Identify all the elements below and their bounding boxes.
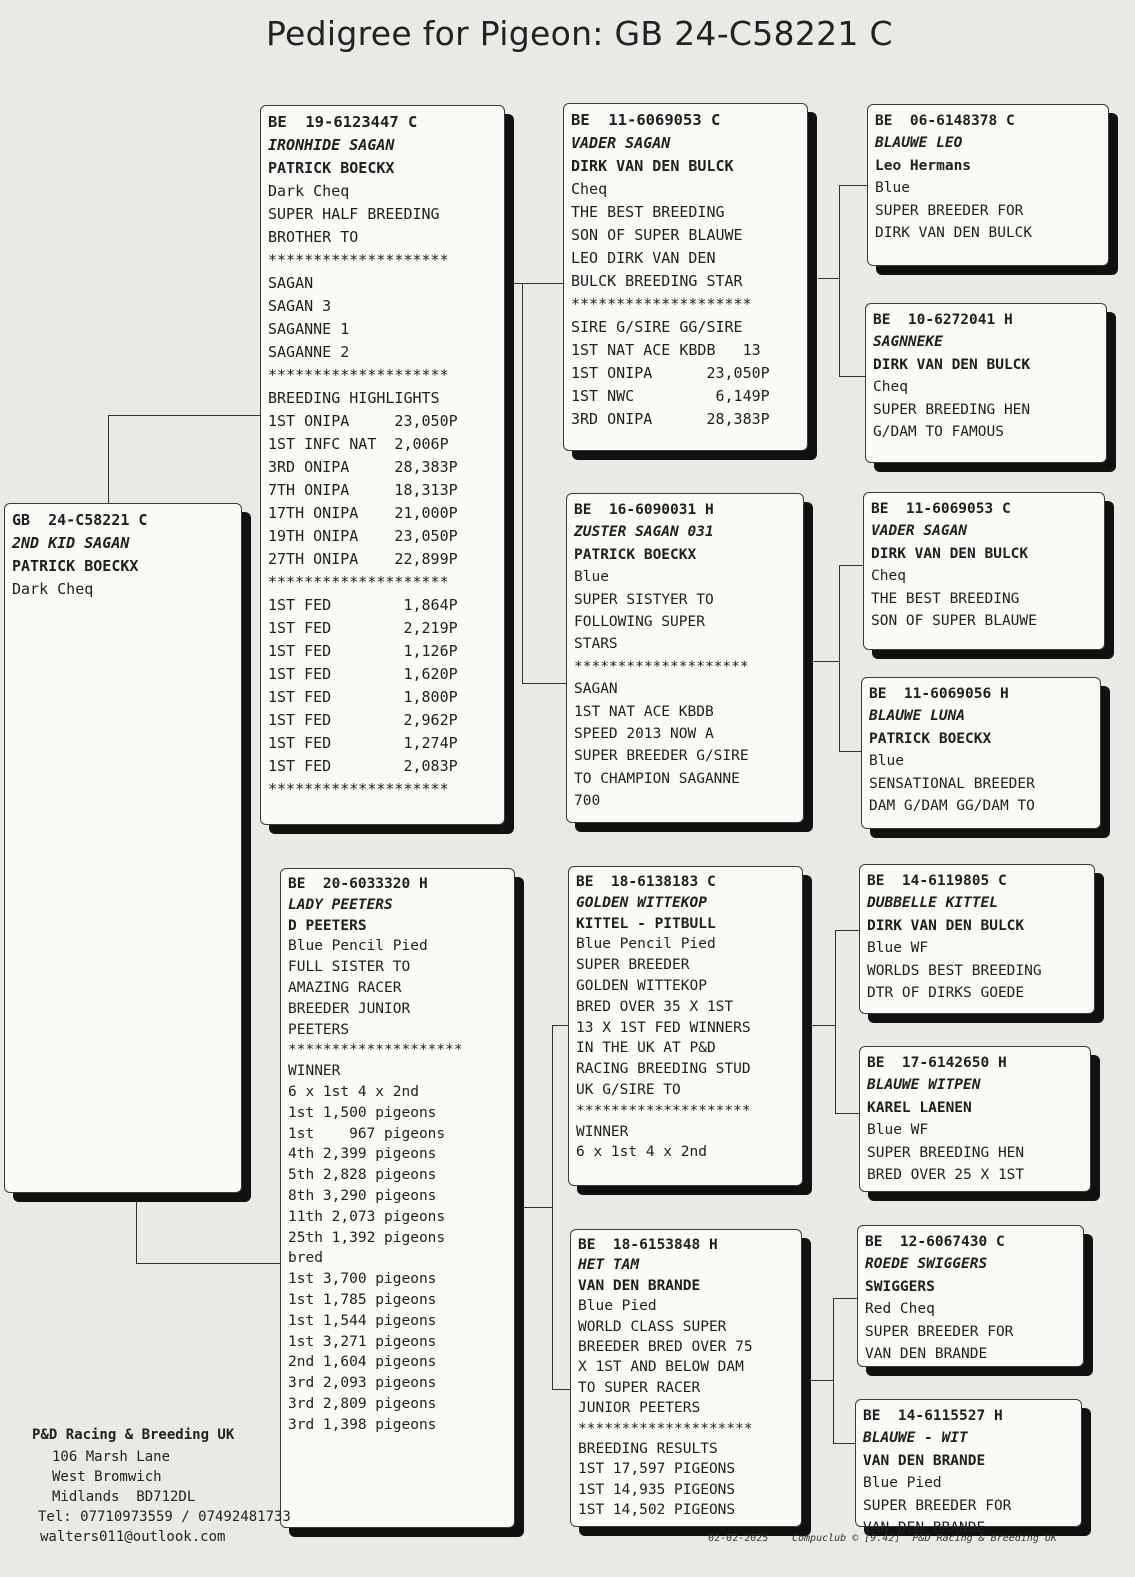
note-line: 27TH ONIPA 22,899P	[268, 550, 458, 568]
colour: Blue	[574, 569, 609, 586]
note-line: 1ST 14,935 PIGEONS	[578, 1481, 736, 1498]
note-line: 1ST FED 1,126P	[268, 642, 458, 660]
pigeon-name: HET TAM	[578, 1257, 640, 1274]
software-credit: Compuclub © [9.42] P&D Racing & Breeding UK	[792, 1533, 1057, 1544]
sire-dam-dam-card	[861, 677, 1101, 829]
note-line: SAGAN	[268, 274, 314, 292]
colour: Dark Cheq	[12, 580, 94, 598]
colour: Cheq	[571, 180, 608, 198]
note-line: ********************	[288, 1042, 463, 1059]
note-line: 3rd 2,093 pigeons	[288, 1375, 437, 1392]
breeder-name: PATRICK BOECKX	[12, 557, 139, 575]
note-line: 1st 3,271 pigeons	[288, 1333, 437, 1350]
connector-line	[839, 185, 868, 377]
note-line: BREEDER BRED OVER 75	[578, 1339, 753, 1356]
pigeon-name: 2ND KID SAGAN	[12, 534, 130, 552]
dam-dam-sire-card	[857, 1225, 1084, 1367]
note-line: 1st 967 pigeons	[288, 1125, 446, 1142]
note-line: VAN DEN BRANDE	[863, 1520, 986, 1537]
note-line: DTR OF DIRKS GOEDE	[867, 985, 1025, 1002]
note-line: WINNER	[576, 1123, 629, 1140]
note-line: SAGAN	[574, 681, 618, 698]
note-line: SAGANNE 2	[268, 343, 350, 361]
ring-number: BE 14-6119805 C	[867, 873, 1007, 889]
note-line: SUPER BREEDER	[576, 957, 690, 974]
breeder-name: VAN DEN BRANDE	[863, 1452, 986, 1469]
breeder-name: DIRK VAN DEN BULCK	[571, 157, 734, 175]
ring-number: BE 11-6069056 H	[869, 686, 1009, 702]
ring-number: GB 24-C58221 C	[12, 511, 148, 529]
telephone: Tel: 07710973559 / 07492481733	[38, 1509, 291, 1525]
ring-number: BE 18-6138183 C	[576, 874, 716, 890]
note-line: SUPER BREEDER FOR	[875, 202, 1024, 219]
note-line: SENSATIONAL BREEDER	[869, 775, 1035, 792]
sire-sire-sire-card	[867, 104, 1109, 266]
ring-number: BE 14-6115527 H	[863, 1408, 1003, 1424]
note-line: 1ST 17,597 PIGEONS	[578, 1461, 736, 1478]
sire-sire-card	[563, 103, 808, 451]
note-line: 25th 1,392 pigeons	[288, 1229, 446, 1246]
colour: Blue Pied	[578, 1298, 657, 1315]
note-line: ********************	[576, 1102, 751, 1119]
colour: Blue WF	[867, 1122, 929, 1139]
connector-line	[812, 661, 839, 662]
note-line: 3RD ONIPA 28,383P	[268, 458, 458, 476]
note-line: FOLLOWING SUPER	[574, 614, 705, 631]
note-line: 1st 1,544 pigeons	[288, 1312, 437, 1329]
ring-number: BE 16-6090031 H	[574, 502, 714, 518]
note-line: DIRK VAN DEN BULCK	[875, 225, 1033, 242]
connector-line	[522, 1207, 552, 1208]
note-line: 1ST NAT ACE KBDB 13	[571, 341, 761, 359]
note-line: BRED OVER 35 X 1ST	[576, 998, 734, 1015]
connector-line	[522, 683, 568, 684]
note-line: UK G/SIRE TO	[576, 1081, 681, 1098]
breeder-name: KAREL LAENEN	[867, 1099, 972, 1116]
email: walters011@outlook.com	[40, 1529, 226, 1545]
sire-card	[260, 105, 505, 825]
ring-number: BE 11-6069053 C	[571, 111, 721, 129]
note-line: 700	[574, 793, 601, 810]
note-line: BREEDER JUNIOR	[288, 1000, 411, 1017]
ring-number: BE 17-6142650 H	[867, 1055, 1007, 1071]
colour: Blue Pencil Pied	[288, 938, 428, 955]
ring-number: BE 06-6148378 C	[875, 113, 1015, 129]
pigeon-name: VADER SAGAN	[571, 134, 671, 152]
ring-number: BE 18-6153848 H	[578, 1237, 718, 1253]
pigeon-name: IRONHIDE SAGAN	[268, 136, 395, 154]
note-line: AMAZING RACER	[288, 979, 402, 996]
address-line: 106 Marsh Lane	[52, 1449, 171, 1465]
note-line: ********************	[574, 658, 749, 675]
colour: Dark Cheq	[268, 182, 350, 200]
pigeon-name: VADER SAGAN	[871, 523, 968, 540]
note-line: SUPER BREEDER G/SIRE	[574, 748, 749, 765]
pigeon-name: ROEDE SWIGGERS	[865, 1256, 988, 1273]
note-line: 3rd 2,809 pigeons	[288, 1395, 437, 1412]
colour: Blue	[875, 180, 910, 197]
ring-number: BE 12-6067430 C	[865, 1234, 1005, 1250]
connector-line	[522, 283, 565, 683]
connector-line	[512, 283, 564, 284]
dam-sire-card	[568, 866, 803, 1186]
note-line: SIRE G/SIRE GG/SIRE	[571, 318, 743, 336]
note-line: 1st 1,785 pigeons	[288, 1291, 437, 1308]
connector-line	[818, 278, 839, 279]
dam-dam-dam-card	[855, 1399, 1082, 1537]
note-line: WORLDS BEST BREEDING	[867, 962, 1042, 979]
note-line: BREEDING RESULTS	[578, 1441, 718, 1458]
note-line: bred	[288, 1250, 323, 1267]
breeder-name: DIRK VAN DEN BULCK	[867, 917, 1025, 934]
connector-line	[136, 1200, 281, 1264]
address-line: West Bromwich	[52, 1469, 162, 1485]
note-line: 1ST 14,502 PIGEONS	[578, 1502, 736, 1519]
breeder-name: PATRICK BOECKX	[869, 730, 992, 747]
note-line: SUPER BREEDER FOR	[865, 1323, 1014, 1340]
note-line: 1ST FED 2,962P	[268, 711, 458, 729]
breeder-name: Leo Hermans	[875, 157, 972, 174]
dam-card	[280, 868, 515, 1528]
note-line: 4th 2,399 pigeons	[288, 1146, 437, 1163]
note-line: SUPER HALF BREEDING	[268, 205, 440, 223]
note-line: ********************	[268, 366, 449, 384]
note-line: 7TH ONIPA 18,313P	[268, 481, 458, 499]
connector-line	[835, 930, 860, 1114]
note-line: ********************	[571, 295, 752, 313]
note-line: BRED OVER 25 X 1ST	[867, 1167, 1025, 1184]
colour: Blue Pencil Pied	[576, 936, 716, 953]
dam-sire-sire-card	[859, 864, 1095, 1014]
note-line: 1ST NWC 6,149P	[571, 387, 770, 405]
note-line: BREEDING HIGHLIGHTS	[268, 389, 440, 407]
company-name: P&D Racing & Breeding UK	[32, 1427, 235, 1443]
breeder-name: DIRK VAN DEN BULCK	[871, 545, 1029, 562]
note-line: 1ST INFC NAT 2,006P	[268, 435, 449, 453]
ring-number: BE 11-6069053 C	[871, 501, 1011, 517]
ring-number: BE 20-6033320 H	[288, 876, 428, 892]
note-line: 1st 1,500 pigeons	[288, 1104, 437, 1121]
note-line: BULCK BREEDING STAR	[571, 272, 743, 290]
note-line: 3rd 1,398 pigeons	[288, 1416, 437, 1433]
dam-sire-dam-card	[859, 1046, 1091, 1192]
page-title: Pedigree for Pigeon: GB 24-C58221 C	[266, 14, 893, 53]
ring-number: BE 19-6123447 C	[268, 113, 418, 131]
note-line: 6 x 1st 4 x 2nd	[576, 1144, 707, 1161]
note-line: 2nd 1,604 pigeons	[288, 1354, 437, 1371]
note-line: LEO DIRK VAN DEN	[571, 249, 716, 267]
note-line: VAN DEN BRANDE	[865, 1346, 988, 1363]
note-line: WORLD CLASS SUPER	[578, 1318, 727, 1335]
breeder-name: SWIGGERS	[865, 1278, 935, 1295]
note-line: FULL SISTER TO	[288, 959, 411, 976]
connector-line	[108, 415, 261, 504]
note-line: 17TH ONIPA 21,000P	[268, 504, 458, 522]
note-line: SAGANNE 1	[268, 320, 350, 338]
note-line: G/DAM TO FAMOUS	[873, 424, 1004, 441]
note-line: 1ST FED 2,083P	[268, 757, 458, 775]
pigeon-name: GOLDEN WITTEKOP	[576, 894, 707, 911]
note-line: ********************	[268, 573, 449, 591]
colour: Blue WF	[867, 940, 929, 957]
note-line: 13 X 1ST FED WINNERS	[576, 1019, 751, 1036]
pigeon-name: BLAUWE LEO	[875, 135, 963, 152]
colour: Red Cheq	[865, 1301, 935, 1318]
colour: Cheq	[873, 379, 908, 396]
note-line: THE BEST BREEDING	[571, 203, 725, 221]
note-line: 5th 2,828 pigeons	[288, 1167, 437, 1184]
note-line: SUPER BREEDING HEN	[867, 1144, 1025, 1161]
print-date: 02-02-2025	[708, 1533, 769, 1544]
breeder-name: VAN DEN BRANDE	[578, 1277, 701, 1294]
note-line: 1ST ONIPA 23,050P	[571, 364, 770, 382]
note-line: WINNER	[288, 1063, 341, 1080]
note-line: 1st 3,700 pigeons	[288, 1271, 437, 1288]
address-line: Midlands BD712DL	[52, 1489, 196, 1505]
subject-card	[4, 503, 242, 1193]
note-line: IN THE UK AT P&D	[576, 1040, 716, 1057]
note-line: 1ST ONIPA 23,050P	[268, 412, 458, 430]
note-line: 11th 2,073 pigeons	[288, 1208, 446, 1225]
pigeon-name: DUBBELLE KITTEL	[867, 895, 998, 912]
colour: Cheq	[871, 568, 906, 585]
pigeon-name: ZUSTER SAGAN 031	[574, 524, 714, 541]
connector-line	[808, 1380, 833, 1381]
breeder-name: D PEETERS	[288, 917, 367, 934]
note-line: X 1ST AND BELOW DAM	[578, 1359, 744, 1376]
colour: Blue	[869, 753, 904, 770]
note-line: 1ST FED 2,219P	[268, 619, 458, 637]
breeder-name: PATRICK BOECKX	[268, 159, 395, 177]
note-line: 1ST FED 1,620P	[268, 665, 458, 683]
note-line: JUNIOR PEETERS	[578, 1400, 701, 1417]
ring-number: BE 10-6272041 H	[873, 312, 1013, 328]
note-line: DAM G/DAM GG/DAM TO	[869, 798, 1035, 815]
pigeon-name: SAGNNEKE	[873, 334, 943, 351]
breeder-name: DIRK VAN DEN BULCK	[873, 356, 1031, 373]
pigeon-name: LADY PEETERS	[288, 896, 393, 913]
note-line: SUPER BREEDER FOR	[863, 1497, 1012, 1514]
note-line: ********************	[578, 1420, 753, 1437]
breeder-name: KITTEL - PITBULL	[576, 915, 716, 932]
breeder-address	[32, 1425, 291, 1547]
note-line: SUPER BREEDING HEN	[873, 401, 1031, 418]
breeder-name: PATRICK BOECKX	[574, 546, 697, 563]
sire-sire-dam-card	[865, 303, 1107, 463]
note-line: 6 x 1st 4 x 2nd	[288, 1083, 419, 1100]
note-line: STARS	[574, 636, 618, 653]
note-line: 1ST FED 1,800P	[268, 688, 458, 706]
note-line: ********************	[268, 251, 449, 269]
note-line: 3RD ONIPA 28,383P	[571, 410, 770, 428]
dam-dam-card	[570, 1229, 802, 1527]
note-line: SUPER SISTYER TO	[574, 591, 714, 608]
pigeon-name: BLAUWE WITPEN	[867, 1077, 981, 1094]
note-line: RACING BREEDING STUD	[576, 1061, 751, 1078]
colour: Blue Pied	[863, 1475, 942, 1492]
note-line: SON OF SUPER BLAUWE	[571, 226, 743, 244]
note-line: TO CHAMPION SAGANNE	[574, 770, 740, 787]
note-line: SPEED 2013 NOW A	[574, 726, 714, 743]
note-line: BROTHER TO	[268, 228, 359, 246]
note-line: 1ST FED 1,274P	[268, 734, 458, 752]
note-line: GOLDEN WITTEKOP	[576, 977, 707, 994]
note-line: ********************	[268, 780, 449, 798]
pigeon-name: BLAUWE LUNA	[869, 708, 966, 725]
pigeon-name: BLAUWE - WIT	[863, 1430, 968, 1447]
sire-dam-sire-card	[863, 492, 1105, 650]
note-line: 1ST NAT ACE KBDB	[574, 703, 714, 720]
note-line: SON OF SUPER BLAUWE	[871, 613, 1037, 630]
note-line: PEETERS	[288, 1021, 350, 1038]
note-line: SAGAN 3	[268, 297, 332, 315]
note-line: 19TH ONIPA 23,050P	[268, 527, 458, 545]
note-line: 8th 3,290 pigeons	[288, 1187, 437, 1204]
sire-dam-card	[566, 493, 804, 823]
connector-line	[812, 1025, 835, 1026]
note-line: THE BEST BREEDING	[871, 590, 1020, 607]
note-line: 1ST FED 1,864P	[268, 596, 458, 614]
note-line: TO SUPER RACER	[578, 1379, 701, 1396]
